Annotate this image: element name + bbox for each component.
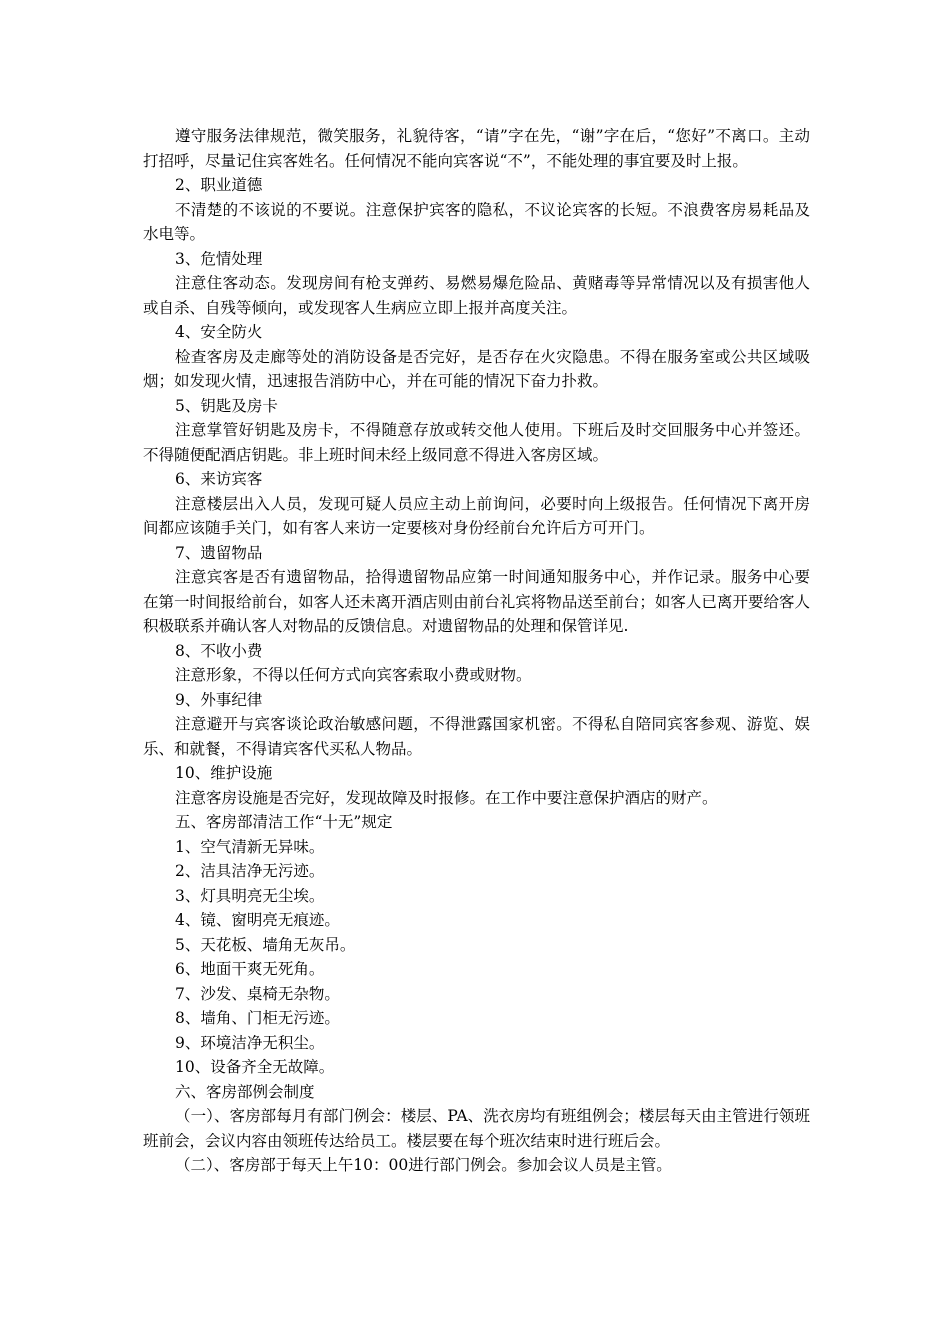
list-item: 7、沙发、桌椅无杂物。 xyxy=(175,984,340,1003)
section-heading-cleaning-rules: 五、客房部清洁工作“十无”规定 xyxy=(175,813,393,831)
heading-visitors: 6、来访宾客 xyxy=(175,470,263,488)
paragraph-no-tips: 注意形象，不得以任何方式向宾客索取小费或财物。 xyxy=(175,666,532,684)
heading-professional-ethics: 2、职业道德 xyxy=(175,176,263,194)
heading-fire-safety: 4、安全防火 xyxy=(175,323,263,341)
paragraph-fire-safety: 检查客房及走廊等处的消防设备是否完好，是否存在火灾隐患。不得在服务室或公共区域吸烟；如发现火情，迅速报告消防中心，并在可能的情况下奋力扑救。 xyxy=(143,347,810,390)
list-item: 1、空气清新无异味。 xyxy=(175,837,325,856)
list-item: 10、设备齐全无故障。 xyxy=(175,1058,335,1076)
list-item: 9、环境洁净无积尘。 xyxy=(175,1033,325,1052)
heading-foreign-affairs: 9、外事纪律 xyxy=(175,690,263,709)
heading-facility-maintenance: 10、维护设施 xyxy=(175,764,273,782)
list-item: 6、地面干爽无死角。 xyxy=(175,960,325,978)
list-item: 2、洁具洁净无污迹。 xyxy=(175,862,325,880)
document-body xyxy=(143,124,810,1178)
paragraph-facility-maintenance: 注意客房设施是否完好，发现故障及时报修。在工作中要注意保护酒店的财产。 xyxy=(175,788,718,807)
heading-emergency-handling: 3、危情处理 xyxy=(175,249,263,268)
paragraph-lost-items: 注意宾客是否有遗留物品，拾得遗留物品应第一时间通知服务中心，并作记录。服务中心要在第一时间报给前台，如客人还未离开酒店则由前台礼宾将物品送至前台；如客人已离开要给客人积极联系并确认客人对物品的反馈信息。对遗留物品的处理和保管详见. xyxy=(143,568,810,635)
paragraph-monthly-meeting: （一）、客房部每月有部门例会：楼层、PA、洗衣房均有班组例会；楼层每天由主管进行领班班前会，会议内容由领班传达给员工。楼层要在每个班次结束时进行班后会。 xyxy=(143,1107,810,1150)
heading-lost-items: 7、遗留物品 xyxy=(175,543,263,562)
paragraph-visitors: 注意楼层出入人员，发现可疑人员应主动上前询问，必要时向上级报告。任何情况下离开房间都应该随手关门，如有客人来访一定要核对身份经前台允许后方可开门。 xyxy=(143,494,810,537)
paragraph-professional-ethics: 不清楚的不该说的不要说。注意保护宾客的隐私，不议论宾客的长短。不浪费客房易耗品及水电等。 xyxy=(143,200,810,243)
heading-keys-cards: 5、钥匙及房卡 xyxy=(175,396,278,415)
list-item: 5、天花板、墙角无灰吊。 xyxy=(175,935,356,954)
list-item: 3、灯具明亮无尘埃。 xyxy=(175,886,325,905)
paragraph-emergency-handling: 注意住客动态。发现房间有枪支弹药、易燃易爆危险品、黄赌毒等异常情况以及有损害他人或自杀、自残等倾向，或发现客人生病应立即上报并高度关注。 xyxy=(143,274,810,317)
heading-no-tips: 8、不收小费 xyxy=(175,641,263,660)
paragraph-daily-meeting: （二）、客房部于每天上午10：00进行部门例会。参加会议人员是主管。 xyxy=(175,1156,672,1174)
paragraph-foreign-affairs: 注意避开与宾客谈论政治敏感问题，不得泄露国家机密。不得私自陪同宾客参观、游览、娱乐、和就餐，不得请宾客代买私人物品。 xyxy=(143,715,810,758)
paragraph-service-standards: 遵守服务法律规范，微笑服务，礼貌待客，“请”字在先，“谢”字在后，“您好”不离口。主动打招呼，尽量记住宾客姓名。任何情况不能向宾客说“不”，不能处理的事宜要及时上报。 xyxy=(143,127,810,170)
list-item: 8、墙角、门柜无污迹。 xyxy=(175,1009,340,1027)
list-item: 4、镜、窗明亮无痕迹。 xyxy=(175,911,340,929)
section-heading-meeting-system: 六、客房部例会制度 xyxy=(175,1082,315,1101)
paragraph-keys-cards: 注意掌管好钥匙及房卡，不得随意存放或转交他人使用。下班后及时交回服务中心并签还。不得随便配酒店钥匙。非上班时间未经上级同意不得进入客房区域。 xyxy=(143,421,810,464)
